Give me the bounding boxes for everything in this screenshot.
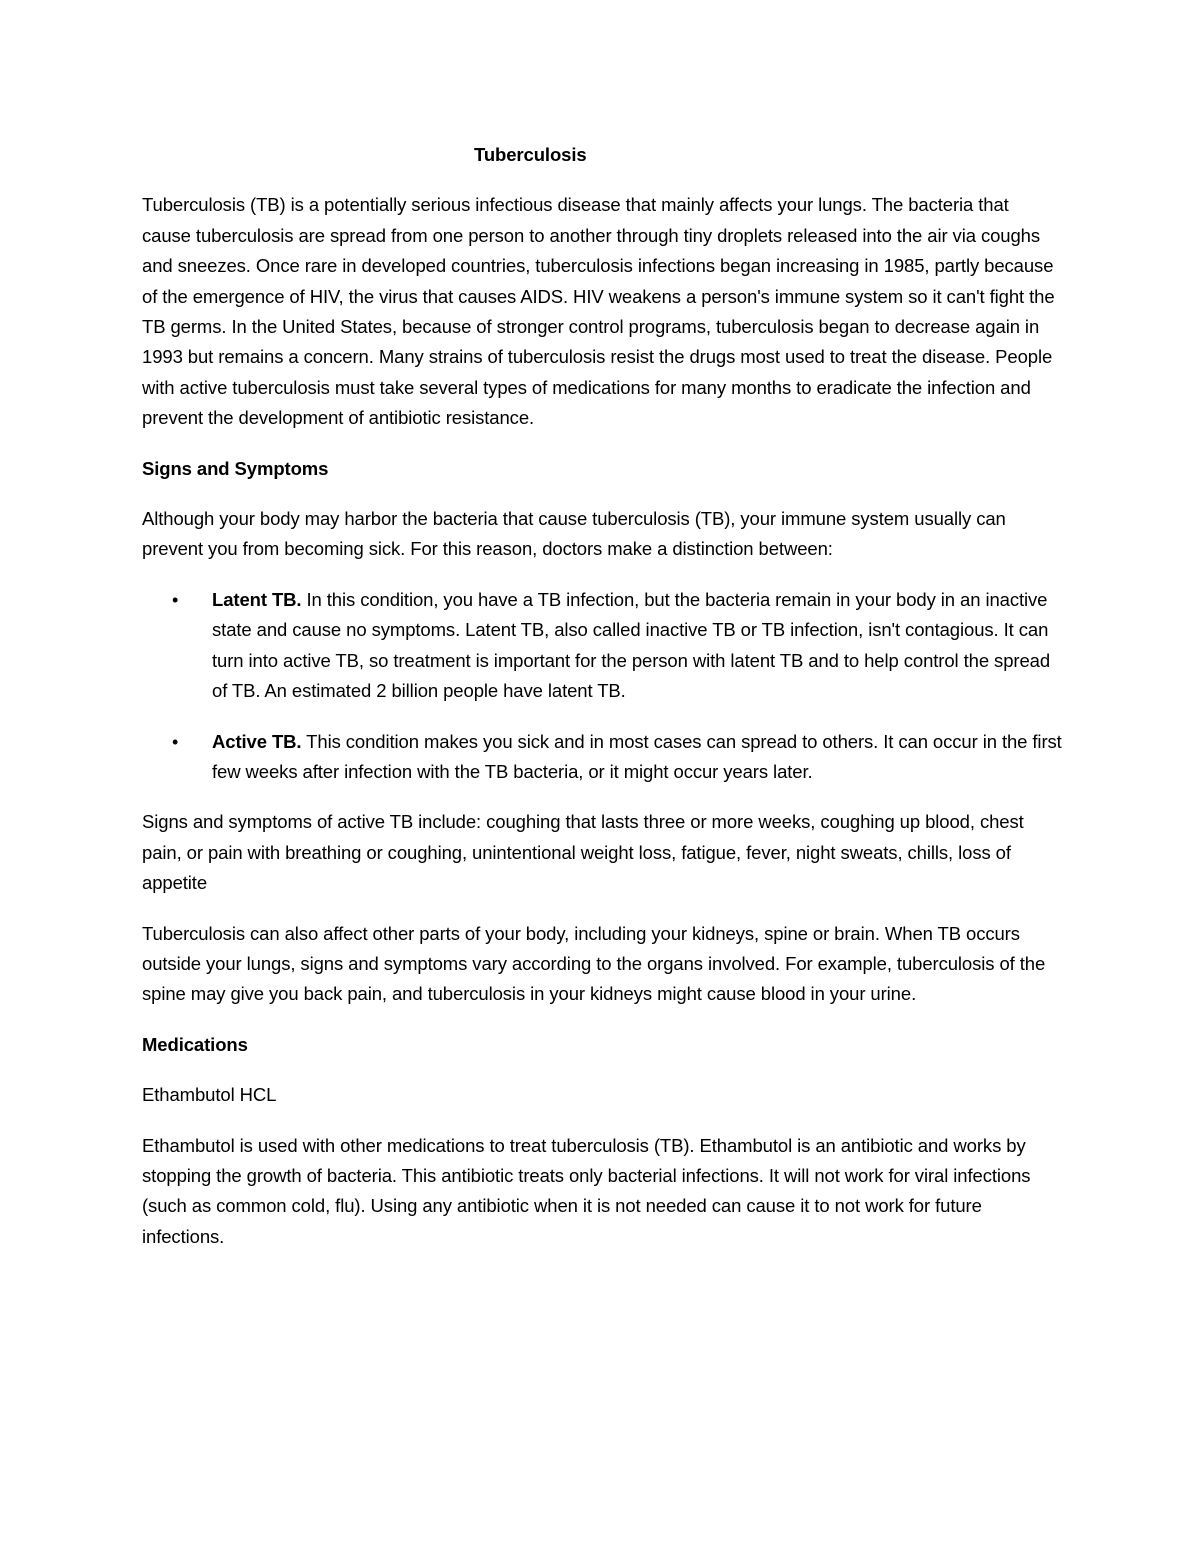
- latent-tb-lead: Latent TB.: [212, 588, 302, 610]
- other-parts-paragraph: Tuberculosis can also affect other parts of your body, including your kidneys, spine or brain. When TB occurs outside your lungs, signs and symptoms vary according to the organs involved. For example, tuberculosis of the spine may give you back pain, and tuberculosis in your kidneys might cause blood in your urine.: [142, 922, 1046, 1005]
- latent-tb-text: In this condition, you have a TB infection, but the bacteria remain in your body in an inactive state and cause no symptoms. Latent TB, also called inactive TB or TB infection, isn't contagious. It can turn into active TB, so treatment is important for the person with latent TB and to help control the spread of TB. An estimated 2 billion people have latent TB.: [212, 588, 1051, 702]
- symptoms-paragraph: Signs and symptoms of active TB include: coughing that lasts three or more weeks, coughing up blood, chest pain, or pain with breathing or coughing, unintentional weight loss, fatigue, fever, night sweats, chills, loss of appetite: [142, 811, 1024, 894]
- active-tb-lead: Active TB.: [212, 730, 302, 752]
- list-item-latent-tb: [142, 585, 1062, 707]
- signs-intro-paragraph: Although your body may harbor the bacteria that cause tuberculosis (TB), your immune system usually can prevent you from becoming sick. For this reason, doctors make a distinction between:: [142, 508, 1006, 560]
- bullet-icon: •: [172, 731, 179, 752]
- drug-description-paragraph: Ethambutol is used with other medications to treat tuberculosis (TB). Ethambutol is an antibiotic and works by stopping the growth of bacteria. This antibiotic treats only bacterial infections. It will not work for viral infections (such as common cold, flu). Using any antibiotic when it is not needed can cause it to not work for future infections.: [142, 1134, 1031, 1247]
- list-item-active-tb: [142, 727, 1062, 788]
- signs-symptoms-heading: Signs and Symptoms: [142, 457, 329, 479]
- bullet-icon: •: [172, 589, 179, 610]
- intro-paragraph: Tuberculosis (TB) is a potentially serious infectious disease that mainly affects your lungs. The bacteria that cause tuberculosis are spread from one person to another through tiny droplets released into the air via coughs and sneezes. Once rare in developed countries, tuberculosis infections began increasing in 1985, partly because of the emergence of HIV, the virus that causes AIDS. HIV weakens a person's immune system so it can't fight the TB germs. In the United States, because of stronger control programs, tuberculosis began to decrease again in 1993 but remains a concern. Many strains of tuberculosis resist the drugs most used to treat the disease. People with active tuberculosis must take several types of medications for many months to eradicate the infection and prevent the development of antibiotic resistance.: [142, 194, 1055, 429]
- document-body: [142, 140, 1062, 1272]
- active-tb-text: This condition makes you sick and in most cases can spread to others. It can occur in the first few weeks after infection with the TB bacteria, or it might occur years later.: [212, 730, 1062, 782]
- drug-name: Ethambutol HCL: [142, 1084, 277, 1106]
- document-title: Tuberculosis: [474, 144, 587, 165]
- tb-types-list: [142, 585, 1062, 787]
- medications-heading: Medications: [142, 1033, 248, 1055]
